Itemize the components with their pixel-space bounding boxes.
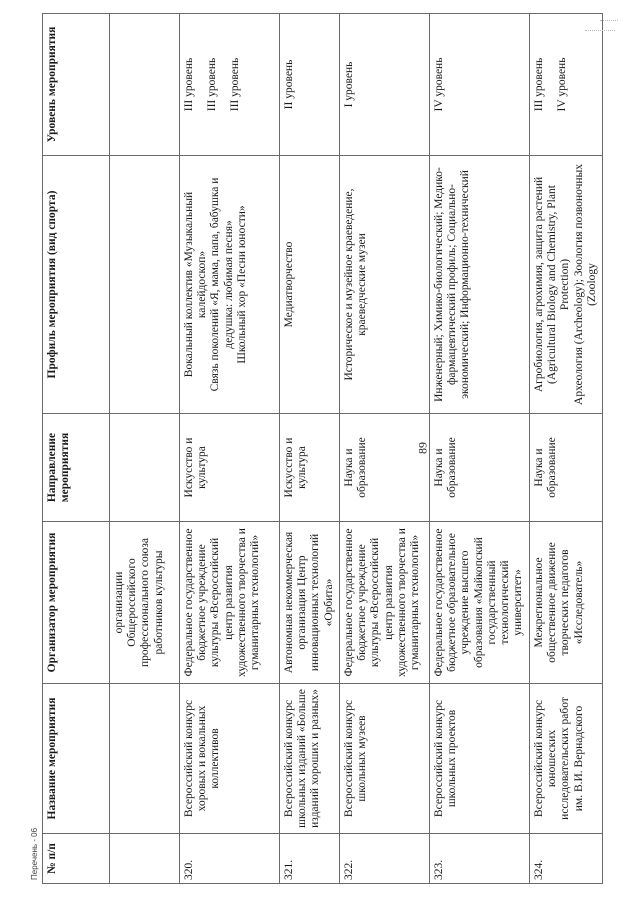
header-profile: Профиль мероприятия (вид спорта) (43, 156, 110, 414)
row-direction: Наука и образование (340, 414, 430, 522)
row-level (180, 14, 280, 156)
row-profile (110, 156, 180, 414)
level-item: III уровень (206, 57, 219, 112)
scan-mark (600, 20, 618, 21)
level-item: III уровень (533, 57, 545, 112)
row-direction: Искусство и культура (280, 414, 340, 522)
header-organizer: Организатор мероприятия (43, 522, 110, 684)
row-level (430, 14, 530, 156)
page-number: 89 (415, 442, 430, 454)
level-item: III уровень (183, 57, 195, 112)
row-name: Всероссийский конкурс школьных проектов (430, 684, 530, 834)
row-name: Всероссийский конкурс хоровых и вокальных коллективов (180, 684, 280, 834)
row-num: 320. (180, 834, 280, 884)
level-item: II уровень (283, 59, 295, 110)
profile-item: Инженерный; Химико-биологический; Медико-фармацевтический профиль; Социально-экономический; Информационно-технический (433, 167, 472, 402)
footer-stamp: Перечень - 06 (30, 827, 39, 880)
row-direction: Искусство и культура (180, 414, 280, 522)
row-direction: Наука и образование (430, 414, 530, 522)
profile-item: Историческое и музейное краеведение, краеведческие музеи (343, 188, 369, 381)
row-organizer: Межрегиональное общественное движение творческих педагогов «Исследователь» (530, 522, 603, 684)
row-name: Всероссийский конкурс юношеских исследовательских работ им. В.И. Вернадского (530, 684, 603, 834)
row-num: 323. (430, 834, 530, 884)
profile-item: Связь поколений «Я, мама, папа, бабушка и дедушка: любимая песня» (209, 177, 235, 392)
level-item: III уровень (229, 57, 242, 112)
profile-item: Агробиология, агрохимия, защита растений (Agricultural Biology and Chemistry, Plant Protection) (533, 176, 572, 393)
table-row (340, 14, 430, 884)
table-row (430, 14, 530, 884)
row-num: 322. (340, 834, 430, 884)
header-direction: Направление мероприятия (43, 414, 110, 522)
level-item: IV уровень (556, 57, 569, 112)
row-level (280, 14, 340, 156)
row-name (110, 684, 180, 834)
row-num: 324. (530, 834, 603, 884)
row-organizer: Федеральное государственное бюджетное учреждение культуры «Всероссийский центр развития художественного творчества и гуманитарных технологий» (340, 522, 430, 684)
row-direction (110, 414, 180, 522)
row-organizer: Федеральное государственное бюджетное учреждение культуры «Всероссийский центр развития художественного творчества и гуманитарных технологий» (180, 522, 280, 684)
profile-item: Школьный хор «Песни юности» (235, 205, 248, 364)
profile-item: Вокальный коллектив «Музыкальный калейдоскоп» (183, 191, 209, 378)
row-profile (530, 156, 603, 414)
header-num: № п/п (43, 834, 110, 884)
table-row (530, 14, 603, 884)
header-level: Уровень мероприятия (43, 14, 110, 156)
row-profile (340, 156, 430, 414)
row-profile (280, 156, 340, 414)
row-direction: Наука и образование (530, 414, 603, 522)
table-row (280, 14, 340, 884)
row-profile (180, 156, 280, 414)
row-organizer: Автономная некоммерческая организация Центр инновационных технологий «Орбита» (280, 522, 340, 684)
row-organizer: организации Общероссийского профессионального союза работников культуры (110, 522, 180, 684)
row-level (110, 14, 180, 156)
row-organizer: Федеральное государственное бюджетное образовательное учреждение высшего образования «Майкопский государственный технологический университет» (430, 522, 530, 684)
rotated-table-container (42, 14, 598, 884)
row-level (340, 14, 430, 156)
row-level (530, 14, 603, 156)
profile-item: Археология (Archeology); Зоология позвоночных (Zoology (572, 164, 598, 405)
row-name: Всероссийский конкурс школьных изданий «Больше изданий хороших и разных» (280, 684, 340, 834)
header-row (43, 14, 110, 884)
level-item: I уровень (343, 61, 355, 108)
level-item: IV уровень (433, 57, 445, 112)
row-num: 321. (280, 834, 340, 884)
events-table (42, 13, 603, 884)
row-profile (430, 156, 530, 414)
row-name: Всероссийский конкурс школьных музеев (340, 684, 430, 834)
row-num (110, 834, 180, 884)
profile-item: Медиатворчество (283, 241, 295, 328)
scan-mark (585, 30, 615, 31)
header-name: Название мероприятия (43, 684, 110, 834)
table-row (180, 14, 280, 884)
table-row (110, 14, 180, 884)
